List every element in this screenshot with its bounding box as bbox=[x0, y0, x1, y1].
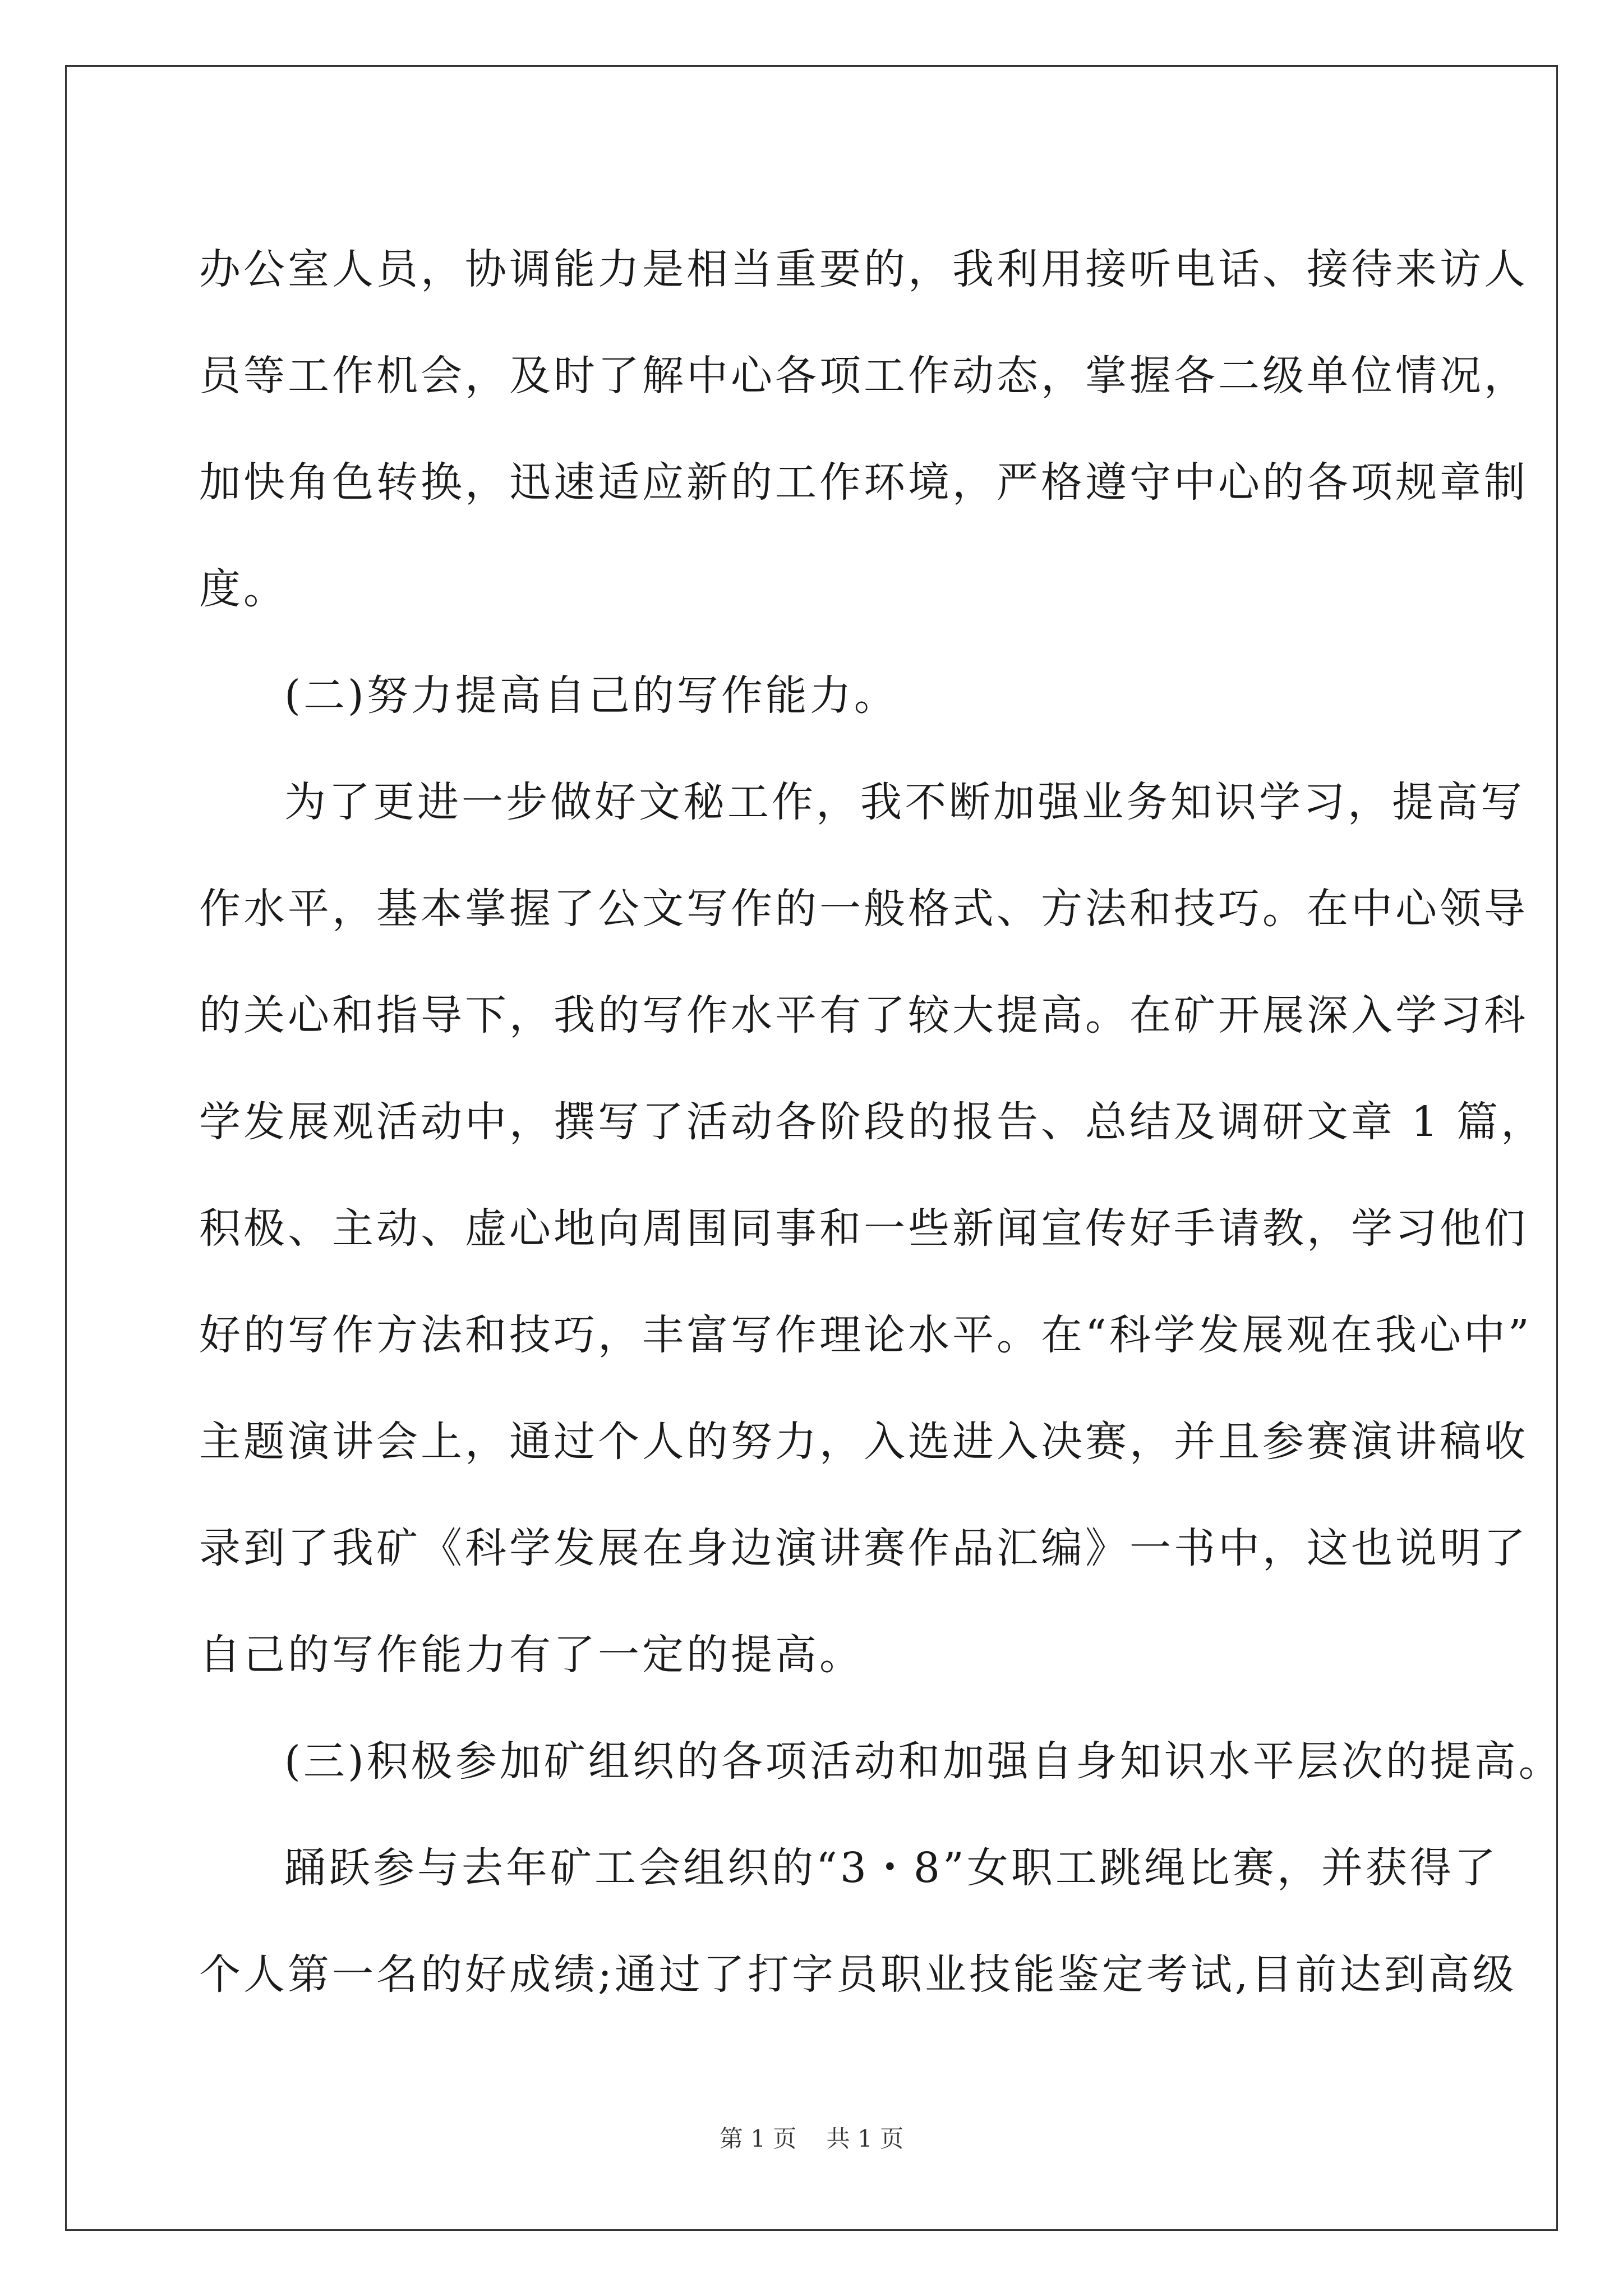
text-line: 加快角色转换，迅速适应新的工作环境，严格遵守中心的各项规章制 bbox=[199, 458, 1528, 507]
text-line: 为了更进一步做好文秘工作，我不断加强业务知识学习，提高写 bbox=[284, 778, 1525, 826]
text-line: 自己的写作能力有了一定的提高。 bbox=[199, 1631, 864, 1679]
document-body bbox=[199, 216, 1563, 2028]
text-line: 办公室人员，协调能力是相当重要的，我利用接听电话、接待来访人 bbox=[199, 245, 1528, 293]
text-line: 好的写作方法和技巧，丰富写作理论水平。在“科学发展观在我心中” bbox=[199, 1311, 1532, 1359]
text-line: 个人第一名的好成绩;通过了打字员职业技能鉴定考试,目前达到高级 bbox=[199, 1950, 1517, 1999]
text-line: 主题演讲会上，通过个人的努力，入选进入决赛，并且参赛演讲稿收 bbox=[199, 1418, 1528, 1466]
text-line: 作水平，基本掌握了公文写作的一般格式、方法和技巧。在中心领导 bbox=[199, 885, 1528, 933]
page-number-total: 共 1 页 bbox=[826, 2125, 904, 2152]
page-number-current: 第 1 页 bbox=[719, 2125, 797, 2152]
text-line: 踊跃参与去年矿工会组织的“3・8”女职工跳绳比赛，并获得了 bbox=[284, 1844, 1498, 1892]
text-line: 录到了我矿《科学发展在身边演讲赛作品汇编》一书中，这也说明了 bbox=[199, 1524, 1528, 1572]
text-line: 的关心和指导下，我的写作水平有了较大提高。在矿开展深入学习科 bbox=[199, 991, 1528, 1039]
text-line: 员等工作机会，及时了解中心各项工作动态，掌握各二级单位情况， bbox=[199, 352, 1528, 400]
page-footer bbox=[0, 2120, 1623, 2154]
text-line: 学发展观活动中，撰写了活动各阶段的报告、总结及调研文章 1 篇， bbox=[199, 1098, 1546, 1146]
text-line: 度。 bbox=[199, 565, 288, 613]
section-heading: (三)积极参加矿组织的各项活动和加强自身知识水平层次的提高。 bbox=[284, 1737, 1563, 1786]
section-heading: (二)努力提高自己的写作能力。 bbox=[284, 671, 898, 720]
text-line: 积极、主动、虚心地向周围同事和一些新闻宣传好手请教，学习他们 bbox=[199, 1204, 1528, 1253]
